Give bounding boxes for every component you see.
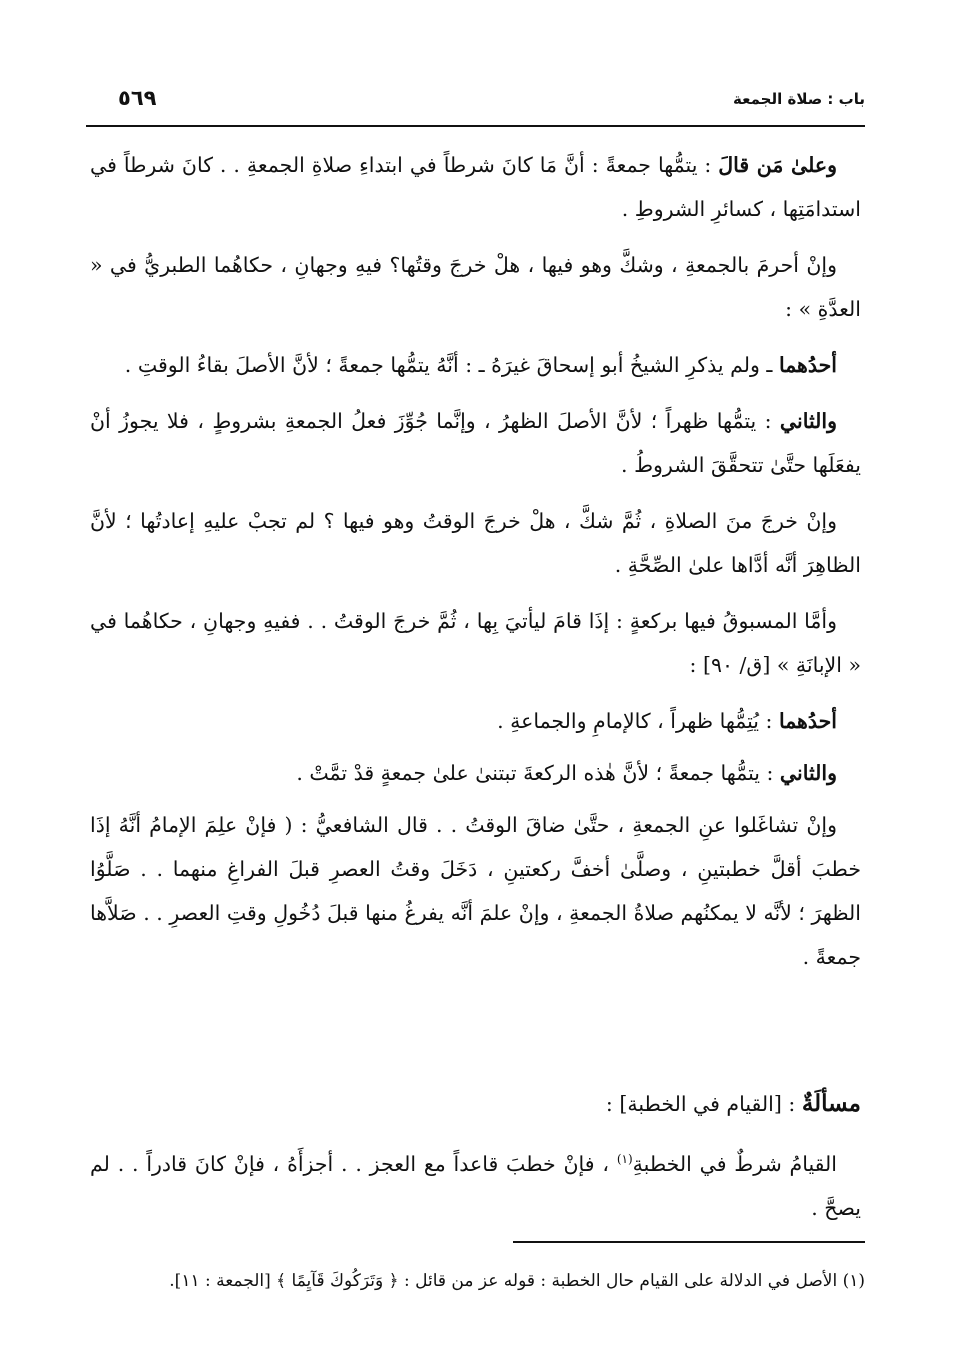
paragraph-lead: والثاني [779,409,837,433]
paragraph [90,699,861,743]
page-number: ٥٦٩ [118,86,157,110]
paragraph [90,343,861,387]
paragraph-text: : يتمُّها ظهراً ؛ لأنَّ الأصلَ الظهرُ ، وإنَّما جُوِّزَ فعلُ الجمعةِ بشروطٍ ، فلا يجوزُ أنْ يفعَلَها حتَّىٰ تتحقَّقَ الشروطُ . [90,409,861,477]
issue-text-start: القيامُ شرطٌ في الخطبةِ [632,1151,837,1176]
paragraph [90,599,861,687]
issue-subtitle: : [القيام في الخطبة] : [605,1092,802,1116]
issue-title: مسألَةٌ [801,1090,861,1117]
paragraph [90,499,861,587]
paragraph-lead: وعلىٰ مَن قالَ [718,153,837,177]
issue-text-end: ، فإنْ خطبَ قاعداً مع العجز . . أجزأَهُ ، فإنْ كانَ قادراً . . لم يصحَّ . [90,1151,861,1220]
footnote-divider [513,1241,865,1243]
paragraph-text: وإنْ أحرمَ بالجمعةِ ، وشكَّ وهو فيها ، هلْ خرجَ وقتُها؟ فيهِ وجهانِ ، حكاهُما الطبريُّ في « العدَّةِ » : [90,253,861,321]
paragraph-lead: أحدُهما [778,709,837,733]
paragraph-lead: والثاني [779,761,837,785]
paragraph [90,803,861,979]
issue-heading [90,1082,861,1126]
paragraph [90,143,861,231]
paragraph-text: وأمَّا المسبوقُ فيها بركعةٍ : إذَا قامَ ليأتيَ بِها ، ثُمَّ خرجَ الوقتُ . . ففيهِ وجهانِ ، حكاهُما في « الإبانَةِ » [ق/ ٩٠] : [90,609,861,677]
running-header [86,86,865,116]
issue-paragraph [90,1137,861,1230]
footnote-marker: (١) [616,1152,633,1166]
footnote: (١) الأصل في الدلالة على القيام حال الخطبة : قوله عز من قائل : ﴿ وَتَرَكُوكَ قَآيِمًا ﴾ [الجمعة : ١١]. [169,1271,865,1291]
paragraph-text: وإنْ تشاغَلوا عنِ الجمعةِ ، حتَّىٰ ضاقَ الوقتُ . . قال الشافعيُّ : ( فإنْ علِمَ الإمامُ أنَّهُ إذَا خطبَ أقلَّ خطبتينِ ، وصلَّىٰ أخفَّ ركعتينِ ، دَخَلَ وقتُ العصرِ قبلَ الفراغِ منهما . . صَلَّوُا الظهرَ ؛ لأنَّه لا يمكنُهم صلاةُ الجمعةِ ، وإنْ علمَ أنَّه يفرغُ منها قبلَ دُخُولِ وقتِ العصرِ . . صَلاَّها جمعةً . [90,813,861,969]
paragraph-text: : يتمُّها جمعةً ؛ لأنَّ هٰذه الركعةَ تبتنىٰ علىٰ جمعةٍ قدْ تمَّتْ . [296,761,780,785]
main-text [90,143,861,991]
paragraph-text: ـ ولم يذكرِ الشيخُ أبو إسحاقَ غيرَهُ ـ : أنَّهُ يتمُّها جمعةً ؛ لأنَّ الأصلَ بقاءُ الوقتِ . [124,353,779,377]
paragraph [90,751,861,795]
paragraph-text: : يُتِمُّها ظهراً ، كالإمامِ والجماعةِ . [497,709,779,733]
paragraph [90,243,861,331]
paragraph [90,399,861,487]
paragraph-text: وإنْ خرجَ منَ الصلاةِ ، ثُمَّ شكَّ ، هلْ خرجَ الوقتُ وهو فيها ؟ لم تجبْ عليهِ إعادتُها ؛ لأنَّ الظاهِرَ أنَّه أدَّاها علىٰ الصِّحَّةِ . [90,509,861,577]
paragraph-lead: أحدُهما [778,353,837,377]
chapter-title: باب : صلاة الجمعة [733,90,865,108]
paragraph-text: : يتمُّها جمعةً : أنَّ مَا كانَ شرطاً في ابتداءِ صلاةِ الجمعةِ . . كانَ شرطاً في استدامَتِها ، كسائرِ الشروطِ . [90,153,861,221]
header-divider [86,125,865,127]
